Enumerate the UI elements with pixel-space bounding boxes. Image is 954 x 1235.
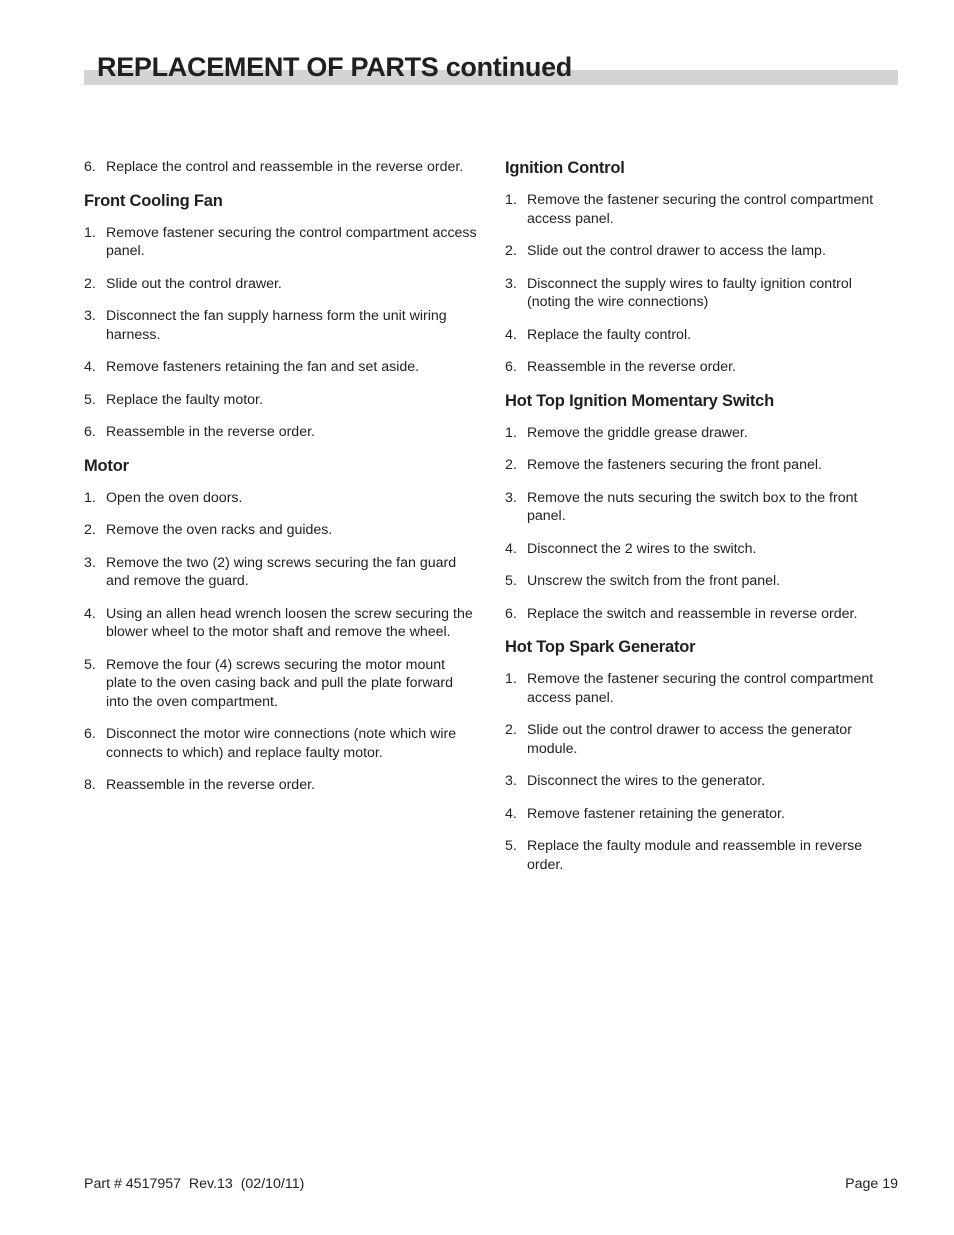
left-column <box>84 158 479 809</box>
step-text: Slide out the control drawer. <box>106 275 282 292</box>
section-heading-front-cooling-fan: Front Cooling Fan <box>84 191 223 210</box>
step-text: Replace the switch and reassemble in reverse order. <box>527 605 858 622</box>
hot-top-spark-generator-steps <box>505 670 898 874</box>
list-item <box>84 423 479 442</box>
list-item <box>84 224 479 261</box>
list-item <box>84 554 479 591</box>
step-number: 3. <box>84 308 96 324</box>
list-item <box>505 191 898 228</box>
footer-page-number: Page 19 <box>845 1176 898 1192</box>
list-item <box>505 424 898 443</box>
step-text: Remove the two (2) wing screws securing the fan guard and remove the guard. <box>106 554 457 589</box>
step-text: Slide out the control drawer to access the generator module. <box>527 722 852 757</box>
step-text: Reassemble in the reverse order. <box>106 777 315 793</box>
step-number: 3. <box>505 489 517 506</box>
step-text: Remove the griddle grease drawer. <box>527 424 748 441</box>
step-number: 4. <box>505 540 517 557</box>
step-number: 5. <box>505 838 517 854</box>
step-text: Disconnect the wires to the generator. <box>527 773 766 789</box>
list-item <box>84 725 479 762</box>
step-text: Remove the fastener securing the control compartment access panel. <box>527 192 874 227</box>
step-number: 1. <box>505 192 517 208</box>
step-text: Replace the faulty control. <box>527 326 692 343</box>
hot-top-ignition-switch-steps <box>505 424 898 624</box>
footer-part-number: Part # 4517957 Rev.13 (02/10/11) <box>84 1176 305 1192</box>
list-item <box>505 326 898 345</box>
right-column <box>505 158 898 888</box>
section-heading-hot-top-ignition-momentary-switch: Hot Top Ignition Momentary Switch <box>505 391 774 410</box>
step-text: Remove the fasteners securing the front panel. <box>527 457 822 473</box>
page-title: REPLACEMENT OF PARTS continued <box>97 52 572 82</box>
step-number: 3. <box>84 554 96 571</box>
step-text: Using an allen head wrench loosen the screw securing the blower wheel to the motor shaft and remove the wheel. <box>106 605 473 640</box>
step-text: Remove fastener securing the control compartment access panel. <box>106 224 477 259</box>
step-number: 2. <box>84 522 96 538</box>
step-text: Disconnect the supply wires to faulty ignition control (noting the wire connections) <box>527 275 852 310</box>
list-item <box>505 242 898 261</box>
list-item <box>84 605 479 642</box>
step-text: Disconnect the fan supply harness form the unit wiring harness. <box>106 308 447 343</box>
step-number: 5. <box>84 656 96 673</box>
step-number: 6. <box>505 605 517 622</box>
list-item <box>505 772 898 791</box>
list-item <box>84 275 479 294</box>
list-item <box>505 805 898 824</box>
step-number: 5. <box>84 391 96 408</box>
list-item <box>505 605 898 624</box>
list-item <box>84 391 479 410</box>
step-number: 6. <box>505 359 517 375</box>
step-text: Remove the oven racks and guides. <box>106 522 333 538</box>
step-number: 1. <box>505 671 517 687</box>
step-number: 3. <box>505 773 517 789</box>
list-item <box>505 275 898 312</box>
step-number: 1. <box>84 224 96 241</box>
list-item <box>505 670 898 707</box>
step-number: 6. <box>84 726 96 742</box>
step-number: 5. <box>505 573 517 589</box>
step-text: Disconnect the 2 wires to the switch. <box>527 540 757 557</box>
step-number: 6. <box>84 424 96 440</box>
step-number: 4. <box>84 359 96 375</box>
step-number: 2. <box>505 243 517 259</box>
section-heading-hot-top-spark-generator: Hot Top Spark Generator <box>505 638 696 656</box>
step-text: Reassemble in the reverse order. <box>106 424 315 440</box>
step-number: 2. <box>505 457 517 473</box>
step-text: Unscrew the switch from the front panel. <box>527 573 781 589</box>
list-item <box>84 358 479 377</box>
section-heading-motor: Motor <box>84 456 129 475</box>
list-item <box>505 456 898 475</box>
step-number: 4. <box>505 805 517 822</box>
step-text: Reassemble in the reverse order. <box>527 359 736 375</box>
intro-step-list <box>84 158 479 177</box>
list-item <box>84 656 479 712</box>
list-item <box>84 307 479 344</box>
list-item <box>505 837 898 874</box>
step-text: Replace the faulty motor. <box>106 391 263 408</box>
list-item <box>84 489 479 508</box>
step-text: Remove the fastener securing the control compartment access panel. <box>527 671 874 706</box>
list-item <box>505 721 898 758</box>
list-item <box>84 776 479 795</box>
step-text: Remove fastener retaining the generator. <box>527 805 785 822</box>
section-heading-ignition-control: Ignition Control <box>505 159 625 177</box>
step-text: Open the oven doors. <box>106 489 243 506</box>
list-item <box>84 158 479 177</box>
step-number: 4. <box>84 605 96 622</box>
step-text: Remove fasteners retaining the fan and set aside. <box>106 359 420 375</box>
step-number: 1. <box>505 424 517 441</box>
step-text: Replace the faulty module and reassemble in reverse order. <box>527 838 863 873</box>
front-cooling-fan-steps <box>84 224 479 442</box>
ignition-control-steps <box>505 191 898 377</box>
step-text: Remove the four (4) screws securing the motor mount plate to the oven casing back and pull the plate forward into the oven compartment. <box>106 656 454 710</box>
list-item <box>505 489 898 526</box>
step-number: 2. <box>84 275 96 292</box>
step-text: Disconnect the motor wire connections (note which wire connects to which) and replace faulty motor. <box>106 726 457 761</box>
list-item <box>505 358 898 377</box>
step-text: Slide out the control drawer to access the lamp. <box>527 243 826 259</box>
step-text: Remove the nuts securing the switch box to the front panel. <box>527 489 858 524</box>
motor-steps <box>84 489 479 795</box>
step-number: 6. <box>84 159 96 175</box>
step-number: 2. <box>505 722 517 738</box>
step-number: 3. <box>505 275 517 292</box>
list-item <box>505 572 898 591</box>
step-number: 8. <box>84 777 96 793</box>
step-number: 1. <box>84 489 96 506</box>
list-item <box>505 540 898 559</box>
list-item <box>84 521 479 540</box>
step-text: Replace the control and reassemble in the reverse order. <box>106 159 464 175</box>
step-number: 4. <box>505 326 517 343</box>
